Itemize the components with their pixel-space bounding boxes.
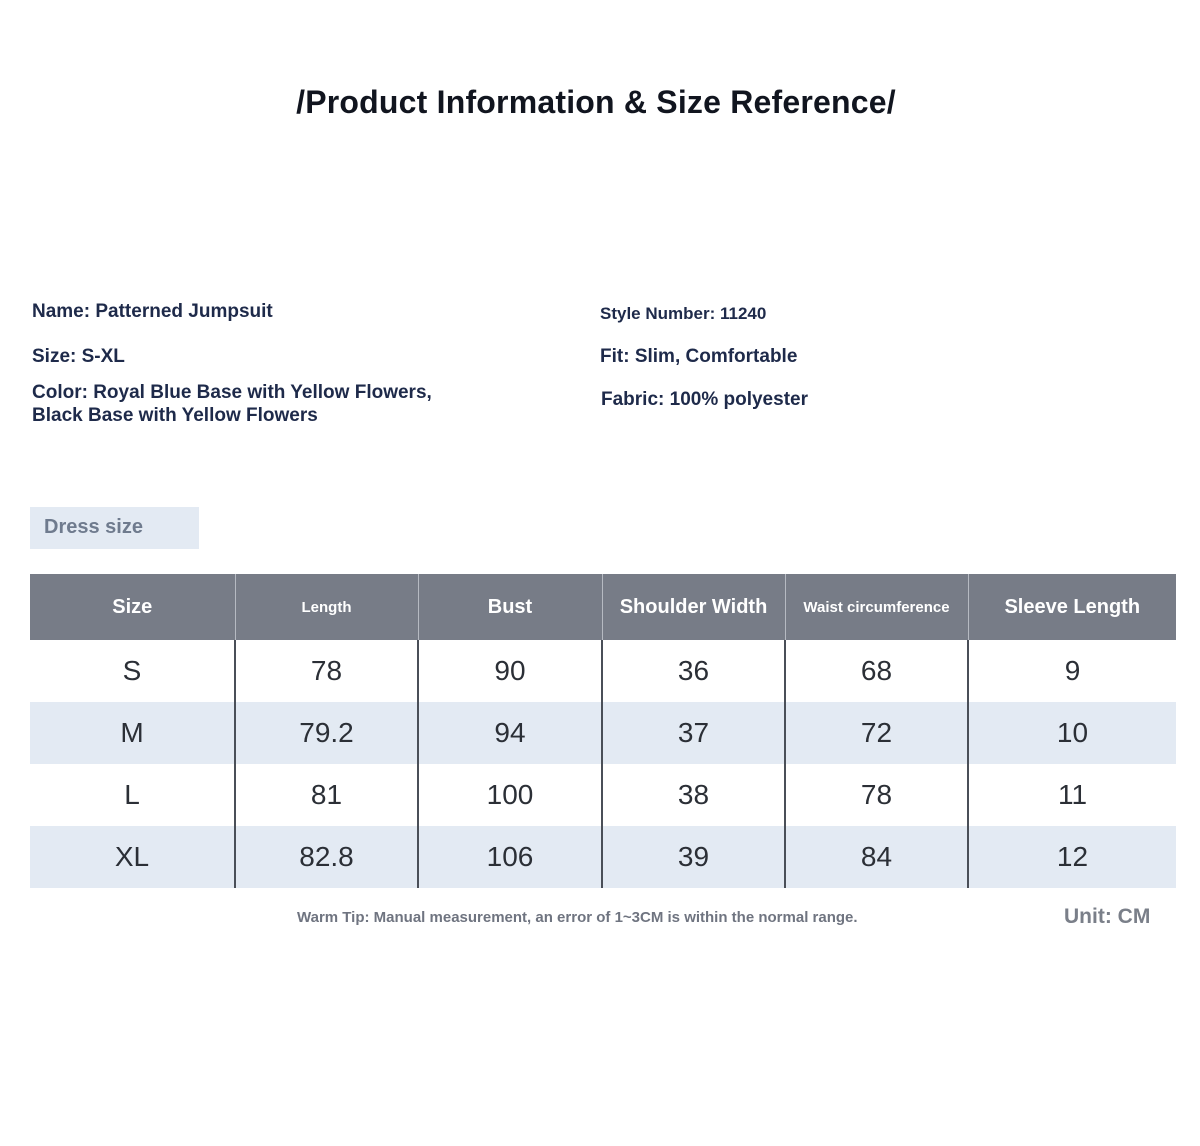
cell-length: 81 — [235, 764, 418, 826]
cell-sleeve-length: 10 — [968, 702, 1176, 764]
size-table — [30, 574, 1176, 888]
warm-tip: Warm Tip: Manual measurement, an error of 1~3CM is within the normal range. — [297, 909, 858, 926]
header-length: Length — [235, 574, 418, 640]
page-title: /Product Information & Size Reference/ — [296, 84, 896, 120]
style-number: Style Number: 11240 — [600, 304, 767, 323]
cell-shoulder-width: 37 — [602, 702, 785, 764]
cell-size: M — [30, 702, 235, 764]
cell-shoulder-width: 38 — [602, 764, 785, 826]
cell-sleeve-length: 12 — [968, 826, 1176, 888]
header-shoulder-width: Shoulder Width — [602, 574, 785, 640]
cell-bust: 94 — [418, 702, 602, 764]
cell-length: 82.8 — [235, 826, 418, 888]
cell-length: 78 — [235, 640, 418, 702]
cell-size: XL — [30, 826, 235, 888]
table-row — [30, 702, 1176, 764]
fit-info: Fit: Slim, Comfortable — [600, 346, 798, 367]
unit-label: Unit: CM — [1064, 905, 1151, 928]
color-info-line2: Black Base with Yellow Flowers — [32, 405, 318, 426]
cell-bust: 90 — [418, 640, 602, 702]
cell-length: 79.2 — [235, 702, 418, 764]
table-row — [30, 640, 1176, 702]
cell-sleeve-length: 9 — [968, 640, 1176, 702]
cell-size: S — [122, 655, 142, 686]
product-name: Name: Patterned Jumpsuit — [32, 301, 273, 322]
header-waist-circumference: Waist circumference — [785, 574, 968, 640]
cell-waist: 84 — [785, 826, 968, 888]
size-range: Size: S-XL — [32, 346, 125, 367]
color-info-line1: Color: Royal Blue Base with Yellow Flowers, — [32, 382, 432, 403]
cell-waist: 72 — [785, 702, 968, 764]
cell-size: L — [124, 779, 140, 810]
cell-shoulder-width: 39 — [602, 826, 785, 888]
header-sleeve-length: Sleeve Length — [968, 574, 1176, 640]
cell-bust: 100 — [418, 764, 602, 826]
table-header-row — [30, 574, 1176, 640]
section-label-dress-size: Dress size — [30, 507, 199, 549]
cell-waist: 78 — [785, 764, 968, 826]
cell-shoulder-width: 36 — [602, 640, 785, 702]
header-size: Size — [30, 574, 235, 640]
fabric-info: Fabric: 100% polyester — [601, 389, 808, 410]
cell-bust: 106 — [418, 826, 602, 888]
header-bust: Bust — [418, 574, 602, 640]
cell-sleeve-length: 11 — [968, 764, 1176, 826]
cell-waist: 68 — [785, 640, 968, 702]
table-row — [30, 826, 1176, 888]
table-row — [30, 764, 1176, 826]
